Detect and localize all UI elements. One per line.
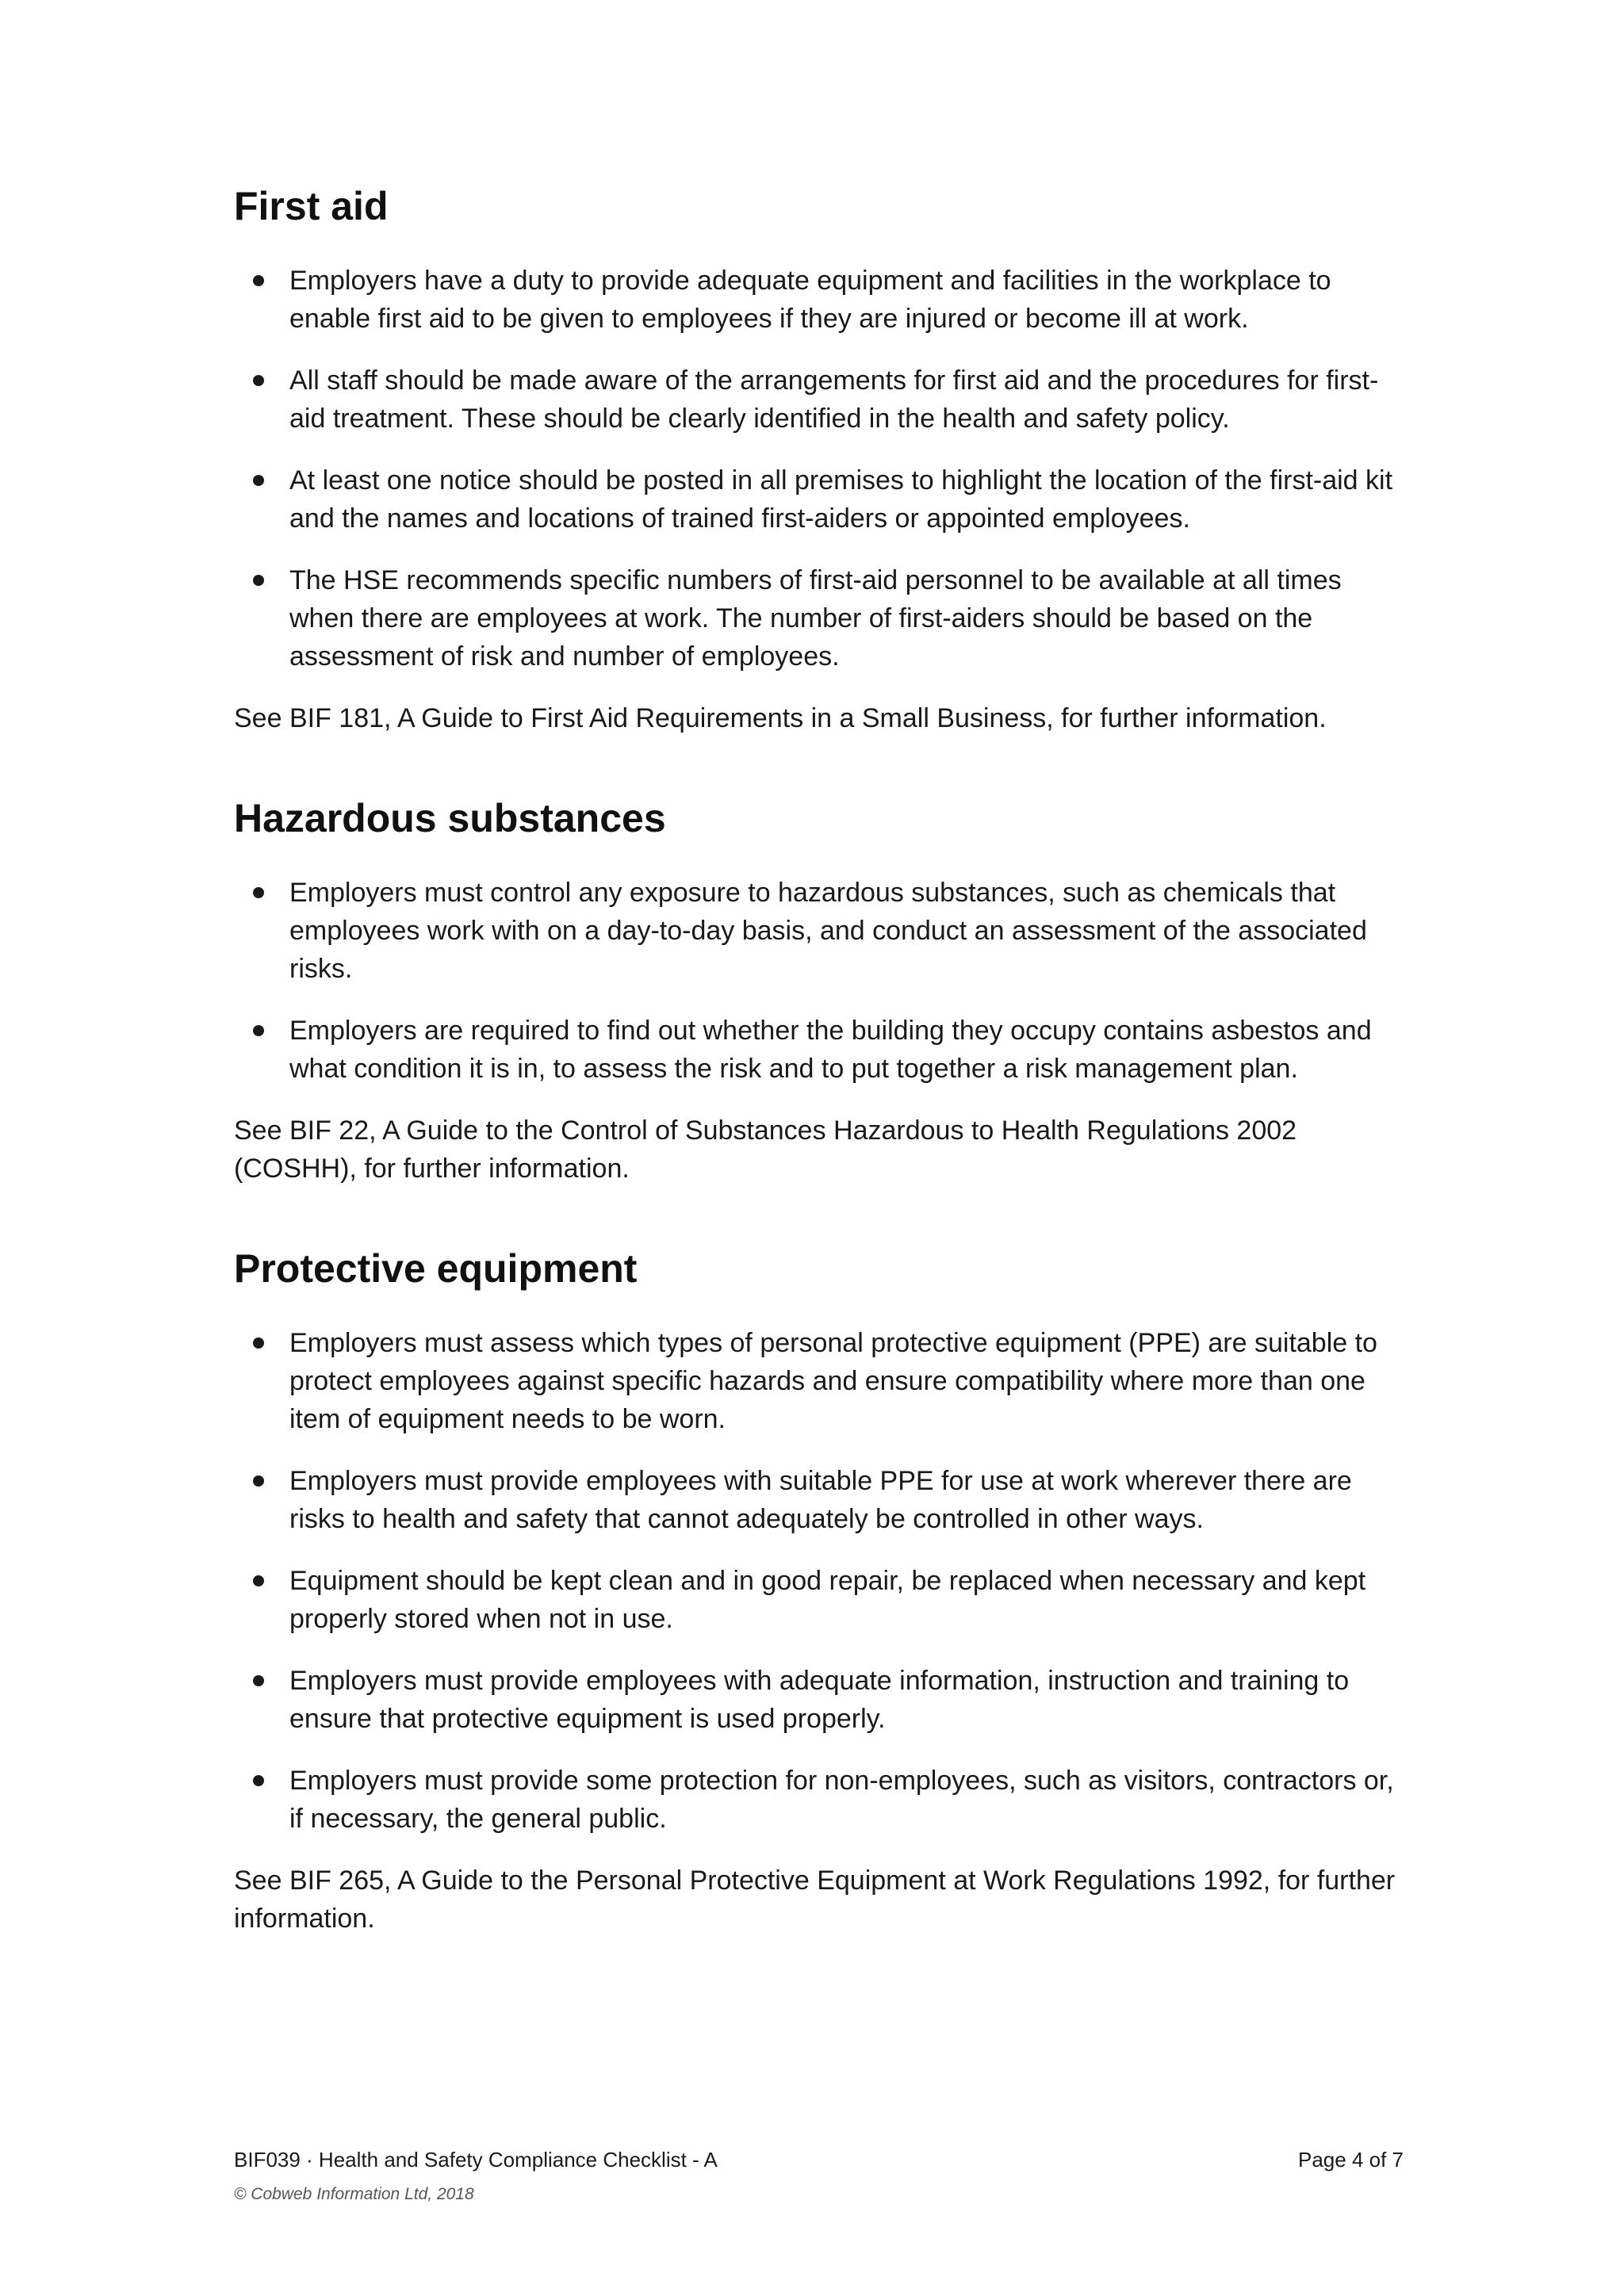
list-item: Employers must control any exposure to hazardous substances, such as chemicals that employees work with on a day-to-day basis, and conduct an assessment of the associated risks.: [234, 874, 1404, 988]
bullet-icon: [253, 375, 264, 386]
list-item: Equipment should be kept clean and in good repair, be replaced when necessary and kept properly stored when not in use.: [234, 1562, 1404, 1638]
list-item: At least one notice should be posted in all premises to highlight the location of the first-aid kit and the names and locations of trained first-aiders or appointed employees.: [234, 461, 1404, 538]
bullet-list: [234, 874, 1404, 1088]
bullet-icon: [253, 1025, 264, 1036]
bullet-icon: [253, 1475, 264, 1487]
copyright-notice: © Cobweb Information Ltd, 2018: [234, 2185, 474, 2203]
list-item: Employers must provide employees with suitable PPE for use at work wherever there are risks to health and safety that cannot adequately be controlled in other ways.: [234, 1462, 1404, 1538]
bullet-icon: [253, 1775, 264, 1786]
list-item: Employers are required to find out whether the building they occupy contains asbestos and what condition it is in, to assess the risk and to put together a risk management plan.: [234, 1012, 1404, 1088]
footer-row: [234, 2146, 1404, 2173]
page-footer: [234, 2146, 1404, 2208]
section-heading: First aid: [234, 184, 389, 228]
bullet-list: [234, 1324, 1404, 1838]
bullet-icon: [253, 1675, 264, 1686]
bullet-icon: [253, 1337, 264, 1349]
section-protective-equipment: [234, 1245, 1404, 1938]
section-heading: Protective equipment: [234, 1246, 638, 1291]
see-reference: See BIF 22, A Guide to the Control of Substances Hazardous to Health Regulations 2002 (COSHH), for further information.: [234, 1115, 1297, 1184]
list-item: Employers must provide employees with adequate information, instruction and training to ensure that protective equipment is used properly.: [234, 1662, 1404, 1738]
bullet-icon: [253, 575, 264, 586]
section-heading: Hazardous substances: [234, 796, 666, 840]
see-reference: See BIF 265, A Guide to the Personal Protective Equipment at Work Regulations 1992, for further information.: [234, 1866, 1396, 1934]
list-item: The HSE recommends specific numbers of first-aid personnel to be available at all times when there are employees at work. The number of first-aiders should be based on the assessment of risk and number of employees.: [234, 561, 1404, 675]
document-body: [234, 182, 1404, 1995]
section-hazardous-substances: [234, 794, 1404, 1188]
bullet-icon: [253, 887, 264, 898]
page-number: Page 4 of 7: [1298, 2148, 1404, 2172]
list-item: Employers have a duty to provide adequate equipment and facilities in the workplace to enable first aid to be given to employees if they are injured or become ill at work.: [234, 262, 1404, 338]
see-reference: See BIF 181, A Guide to First Aid Requirements in a Small Business, for further information.: [234, 703, 1327, 733]
bullet-list: [234, 262, 1404, 675]
list-item: Employers must provide some protection for non-employees, such as visitors, contractors or, if necessary, the general public.: [234, 1762, 1404, 1838]
bullet-icon: [253, 275, 264, 286]
footer-doc-title: BIF039 · Health and Safety Compliance Checklist - A: [234, 2148, 718, 2172]
bullet-icon: [253, 475, 264, 486]
list-item: Employers must assess which types of personal protective equipment (PPE) are suitable to protect employees against specific hazards and ensure compatibility where more than one item of equipment needs to be worn.: [234, 1324, 1404, 1438]
bullet-icon: [253, 1575, 264, 1586]
section-first-aid: [234, 182, 1404, 737]
list-item: All staff should be made aware of the arrangements for first aid and the procedures for first-aid treatment. These should be clearly identified in the health and safety policy.: [234, 362, 1404, 438]
